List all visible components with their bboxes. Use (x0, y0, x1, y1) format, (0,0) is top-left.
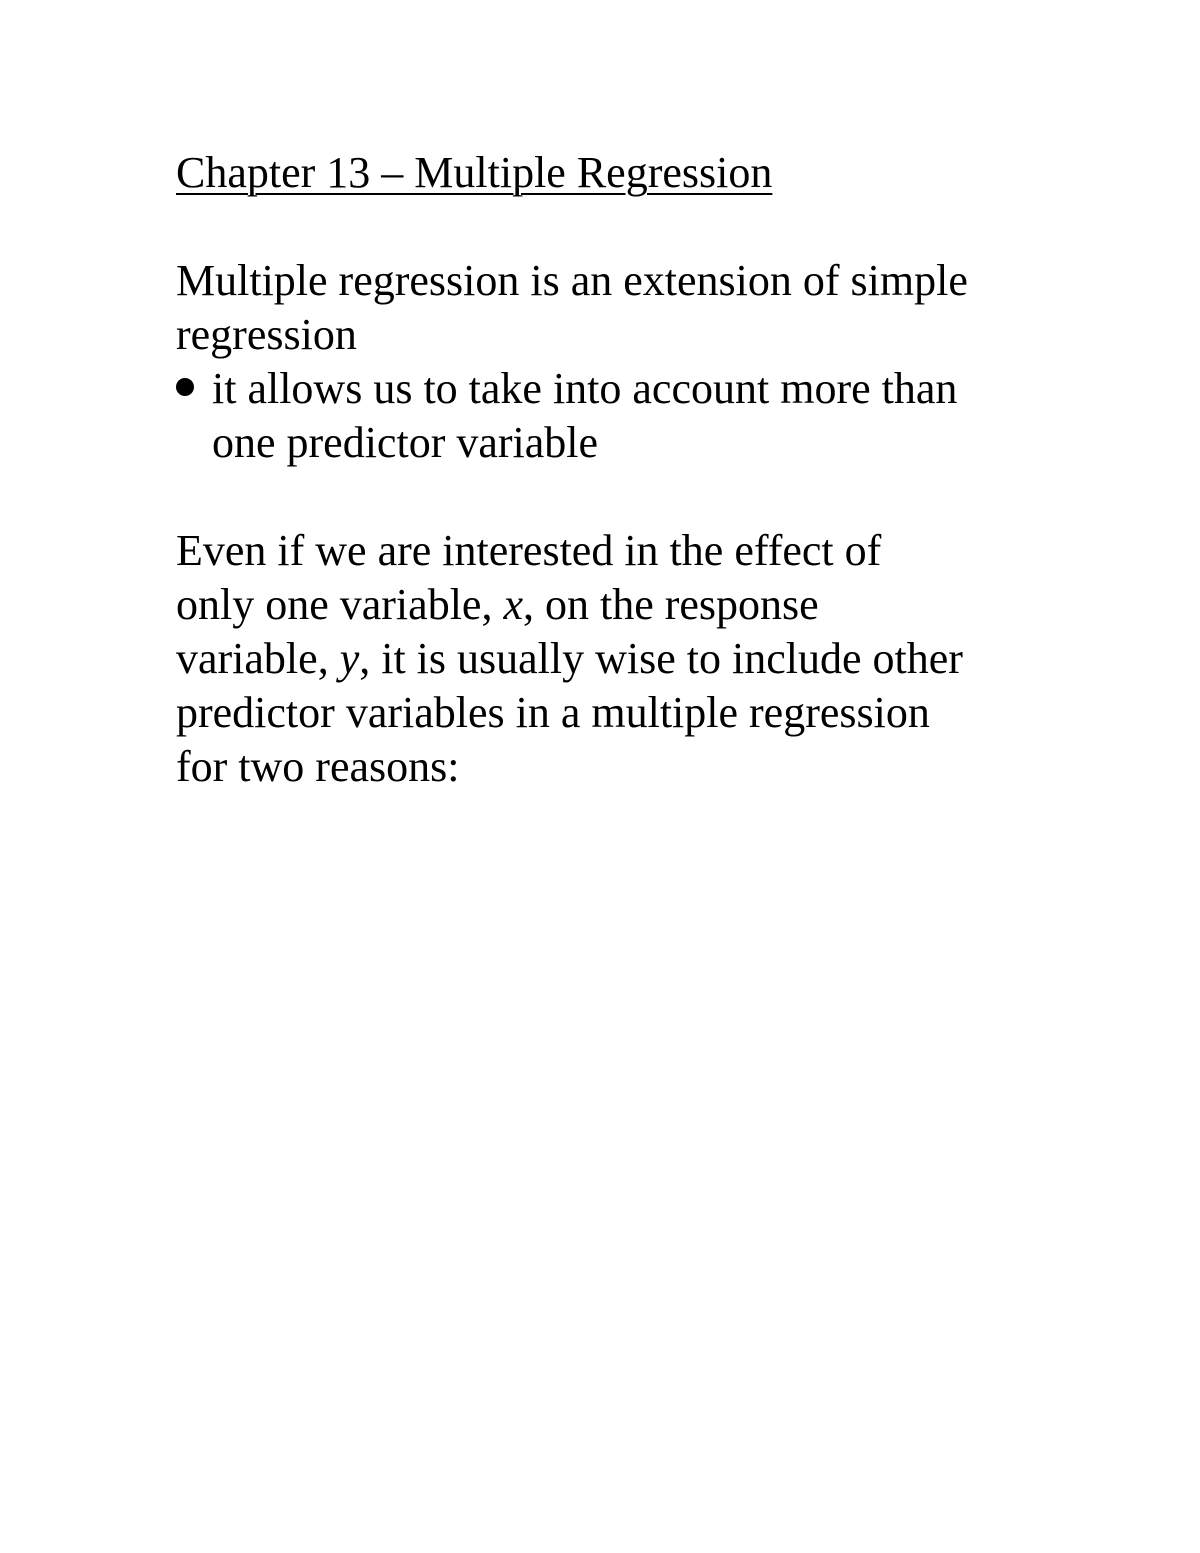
intro-line-2: regression (176, 310, 357, 359)
reasons-line-3-post: , it is usually wise to include other (359, 634, 963, 683)
chapter-title: Chapter 13 – Multiple Regression (176, 148, 773, 197)
bullet-line-2: one predictor variable (212, 418, 599, 467)
reasons-line-2-post: , on the response (522, 580, 819, 629)
intro-paragraph (176, 254, 1076, 362)
reasons-line-3-pre: variable, (176, 634, 340, 683)
reasons-line-2-pre: only one variable, (176, 580, 504, 629)
bullet-text (212, 362, 957, 470)
bullet-icon (176, 378, 194, 396)
reasons-line-1: Even if we are interested in the effect of (176, 526, 882, 575)
intro-line-1: Multiple regression is an extension of simple (176, 256, 968, 305)
reasons-line-4: predictor variables in a multiple regression (176, 688, 930, 737)
reasons-line-2 (176, 578, 1076, 632)
reasons-paragraph (176, 524, 1076, 794)
bullet-line-1: it allows us to take into account more than (212, 364, 958, 413)
reasons-line-3 (176, 632, 1076, 686)
variable-x: x (503, 580, 523, 629)
reasons-line-5: for two reasons: (176, 742, 460, 791)
variable-y: y (339, 634, 360, 683)
